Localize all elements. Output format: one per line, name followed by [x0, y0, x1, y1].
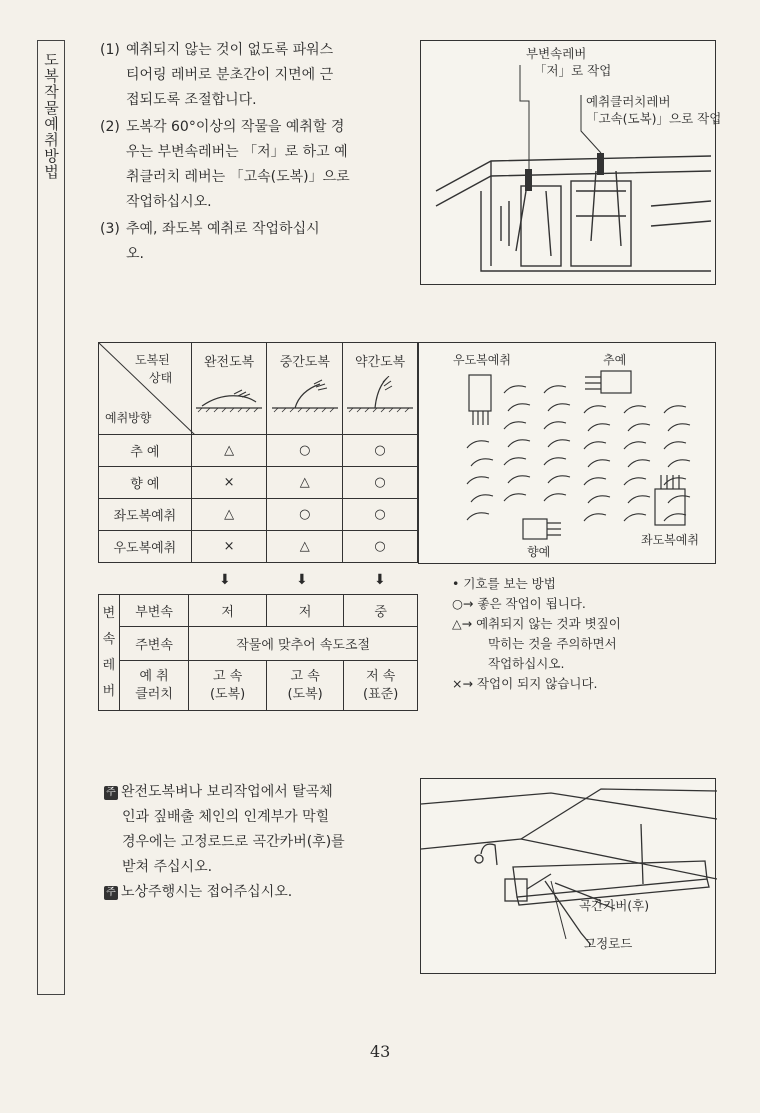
label-left-lodged: 좌도복예취	[641, 533, 699, 547]
page-number: 43	[370, 1042, 391, 1061]
lever-label-2: 예취클러치레버 「고속(도복)」으로 작업	[586, 94, 722, 126]
table-row: 예 취 클러치 고 속 (도복) 고 속 (도복) 저 속 (표준)	[99, 661, 418, 711]
matrix-corner: 도복된 상태 예취방향	[99, 343, 192, 435]
col-slight-lodged: 약간도복	[343, 343, 418, 435]
table-row: 주변속 작물에 맞추어 속도조절	[99, 627, 418, 661]
slight-lodged-icon	[345, 376, 415, 416]
side-tab-frame	[37, 40, 65, 995]
lever-label-1: 부변속레버 「저」로 작업	[526, 46, 612, 78]
table-row: 좌도복예취 △ ○ ○	[99, 499, 418, 531]
crop-field-illustration	[419, 343, 717, 565]
instructions	[100, 38, 400, 267]
instruction-3: (3) 추예, 좌도복 예취로 작업하십시 오.	[100, 221, 320, 262]
rod-figure	[420, 778, 716, 974]
arrow-down-2: ⬇	[296, 572, 308, 588]
label-hyangye: 향예	[527, 545, 551, 559]
side-label: 도복작물예취방법	[42, 52, 60, 180]
col-mid-lodged: 중간도복	[267, 343, 343, 435]
note-1: 주 완전도복벼나 보리작업에서 탈곡체 인과 짚배출 체인의 인계부가 막힐 경우에는 고정로드로 곡간카버(후)를 받쳐 주십시오.	[104, 780, 374, 880]
arrow-down-3: ⬇	[374, 572, 386, 588]
lever-settings-table	[98, 594, 418, 711]
legend-item: 작업하십시오.	[488, 656, 565, 671]
rod-illustration	[421, 779, 717, 975]
legend-item: 막히는 것을 주의하면서	[488, 636, 617, 651]
instruction-1: (1) 예취되지 않는 것이 없도록 파워스 티어링 레버로 분초간이 지면에 근 접되도록 조절합니다.	[100, 42, 334, 108]
legend-item: ×→ 작업이 되지 않습니다.	[452, 676, 598, 691]
legend-item: △→ 예취되지 않는 것과 볏짚이	[452, 616, 621, 631]
mid-lodged-icon	[270, 376, 340, 416]
lodging-matrix	[98, 342, 418, 563]
arrow-down-1: ⬇	[219, 572, 231, 588]
table-row: 향 예 × △ ○	[99, 467, 418, 499]
instruction-2: (2) 도복각 60°이상의 작물을 예취할 경 우는 부변속레버는 「저」로 하고 예 취클러치 레버는 「고속(도복)」으로 작업하십시오.	[100, 119, 350, 210]
note-badge: 주	[104, 786, 118, 800]
note-badge: 주	[104, 886, 118, 900]
legend-item: ○→ 좋은 작업이 됩니다.	[452, 596, 586, 611]
note-2: 주 노상주행시는 접어주십시오.	[104, 880, 374, 905]
lever-figure	[420, 40, 722, 285]
label-fixing-rod: 고정로드	[584, 936, 633, 951]
label-chuye: 추예	[603, 353, 627, 367]
table-row: 추 예 △ ○ ○	[99, 435, 418, 467]
full-lodged-icon	[194, 376, 264, 416]
legend-title: • 기호를 보는 방법	[452, 576, 556, 591]
label-stalk-cover: 곡간카버(후)	[579, 898, 650, 913]
table-row: 우도복예취 × △ ○	[99, 531, 418, 563]
table-row: 변 속 레 버 부변속 저 저 중	[99, 595, 418, 627]
lever-group-label: 변 속 레 버	[99, 595, 120, 711]
col-full-lodged: 완전도복	[191, 343, 267, 435]
notes	[104, 780, 374, 905]
label-right-lodged: 우도복예취	[453, 353, 511, 367]
direction-figure	[418, 342, 716, 564]
symbol-legend	[452, 574, 712, 694]
